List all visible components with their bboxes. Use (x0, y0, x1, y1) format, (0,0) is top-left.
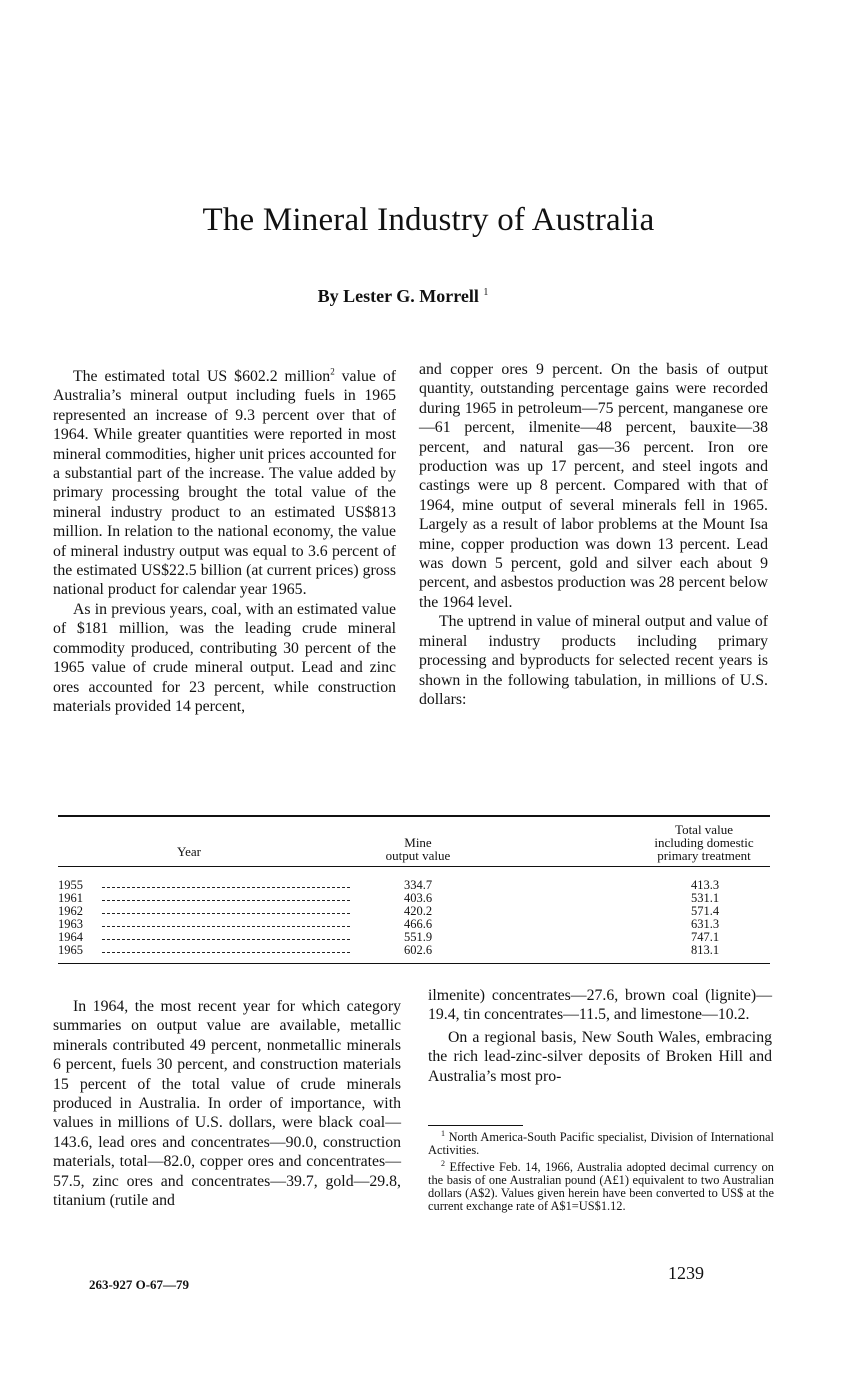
row-total-value: 571.4 (690, 904, 720, 918)
leader-dots (102, 952, 350, 953)
row-year: 1963 (58, 917, 83, 931)
page-title: The Mineral Industry of Australia (202, 202, 655, 238)
table-header-rule (58, 866, 770, 867)
footnote-separator (428, 1125, 523, 1126)
header-mine-output (363, 836, 473, 862)
row-total-value: 631.3 (690, 917, 720, 931)
row-mine-value: 420.2 (403, 904, 433, 918)
leader-dots (102, 887, 350, 888)
row-year: 1965 (58, 943, 83, 957)
coal-paragraph: As in previous years, coal, with an estimated value of $181 million, was the leading crude mineral commodity produced, contributing 30 percent of the 1965 value of crude mineral output. Lead and zinc ores accounted for 23 percent, while construction materials provided 14 percent, (53, 600, 396, 715)
header-total-line2: including domestic (654, 835, 754, 850)
leader-dots (102, 939, 350, 940)
footnote-1-mark: 1 (441, 1128, 445, 1138)
author-byline (0, 286, 806, 307)
header-mine-line1: Mine (404, 835, 432, 850)
value-table (58, 815, 770, 967)
intro-paragraph-rest: value of Australia’s mineral output including fuels in 1965 represented an increase of 9.3 percent over that of 1964. While greater quantities were reported in most mineral commodities, higher unit prices accounted for a substantial part of the increase. The value added by primary processing brought the total value of the mineral industry product to an estimated US$813 million. In relation to the national economy, the value of mineral industry output was equal to 3.6 percent of the estimated US$22.5 billion (at current prices) gross national product for calendar year 1965. (53, 368, 396, 599)
row-total-value: 413.3 (690, 878, 720, 892)
print-code: 263-927 O-67—79 (89, 1277, 190, 1292)
author-name: By Lester G. Morrell (317, 286, 479, 306)
row-mine-value: 334.7 (403, 878, 433, 892)
row-year: 1955 (58, 878, 83, 892)
output-quantity-paragraph: and copper ores 9 percent. On the basis of output quantity, outstanding percentage gains were recorded during 1965 in petroleum—75 percent, manganese ore—61 percent, ilmenite—48 percent, bauxite—38 percent, and natural gas—36 percent. Iron ore production was up 17 percent, and steel ingots and castings were up 8 percent. Compared with that of 1964, mine output of several minerals fell in 1965. Largely as a result of labor problems at the Mount Isa mine, copper production was down 13 percent. Lead was down 5 percent, gold and silver each about 9 percent, and asbestos production was 28 percent below the 1964 level. (419, 361, 768, 611)
page-number: 1239 (668, 1263, 704, 1283)
row-mine-value: 466.6 (403, 917, 433, 931)
row-year: 1962 (58, 904, 83, 918)
row-total-value: 747.1 (690, 930, 720, 944)
row-mine-value: 403.6 (403, 891, 433, 905)
uptrend-paragraph: The uptrend in value of mineral output and value of mineral industry products including primary processing and byproducts for selected recent years is shown in the following tabulation, in millions of U.S. dollars: (419, 613, 768, 708)
column-right-top (419, 360, 768, 709)
footnote-2-text: Effective Feb. 14, 1966, Australia adopted decimal currency on the basis of one Australian pound (A£1) equivalent to two Australian dollars (A$2). Values given herein have been converted to US$ at the current exchange rate of A$1=US$1.12. (428, 1159, 774, 1214)
row-total-value: 813.1 (690, 943, 720, 957)
header-total-value (638, 823, 770, 862)
category-summary-paragraph: In 1964, the most recent year for which category summaries on output value are available, metallic minerals contributed 49 percent, nonmetallic minerals 6 percent, fuels 30 percent, and construction materials 15 percent of the total value of crude minerals produced in Australia. In order of importance, with values in millions of U.S. dollars, were black coal—143.6, lead ores and concentrates—90.0, construction materials, total—82.0, copper ores and concentrates—57.5, zinc ores and concentrates—39.7, gold—29.8, titanium (rutile and (53, 998, 401, 1210)
row-mine-value: 551.9 (403, 930, 433, 944)
table-bottom-rule (58, 963, 770, 964)
footnote-2-mark: 2 (441, 1158, 445, 1168)
row-mine-value: 602.6 (403, 943, 433, 957)
intro-paragraph-start: The estimated total US $602.2 million (73, 368, 331, 385)
footnote-1-text: North America-South Pacific specialist, Division of International Activities. (428, 1130, 774, 1158)
regional-paragraph: On a regional basis, New South Wales, embracing the rich lead-zinc-silver deposits of Broken Hill and Australia’s most pro- (428, 1028, 772, 1085)
leader-dots (102, 926, 350, 927)
header-total-line3: primary treatment (657, 848, 751, 863)
leader-dots (102, 913, 350, 914)
leader-dots (102, 900, 350, 901)
header-year: Year (177, 844, 201, 859)
column-left-top (53, 367, 396, 716)
footnote-1 (428, 1128, 774, 1158)
header-mine-line2: output value (385, 848, 451, 863)
footnote-mark-2: 2 (330, 366, 335, 377)
row-total-value: 531.1 (690, 891, 720, 905)
row-year: 1961 (58, 891, 83, 905)
header-total-line1: Total value (675, 822, 733, 837)
table-top-rule-2 (58, 816, 770, 817)
row-year: 1964 (58, 930, 83, 944)
footnote-2 (428, 1158, 774, 1214)
continuation-paragraph: ilmenite) concentrates—27.6, brown coal (lignite)—19.4, tin concentrates—11.5, and limestone—10.2. (428, 987, 772, 1024)
column-left-bottom (53, 997, 401, 1210)
byline-footnote-mark: 1 (483, 287, 489, 298)
column-right-bottom (428, 986, 772, 1086)
intro-paragraph (53, 367, 396, 600)
footnotes (428, 1128, 774, 1217)
table-row (58, 944, 770, 957)
